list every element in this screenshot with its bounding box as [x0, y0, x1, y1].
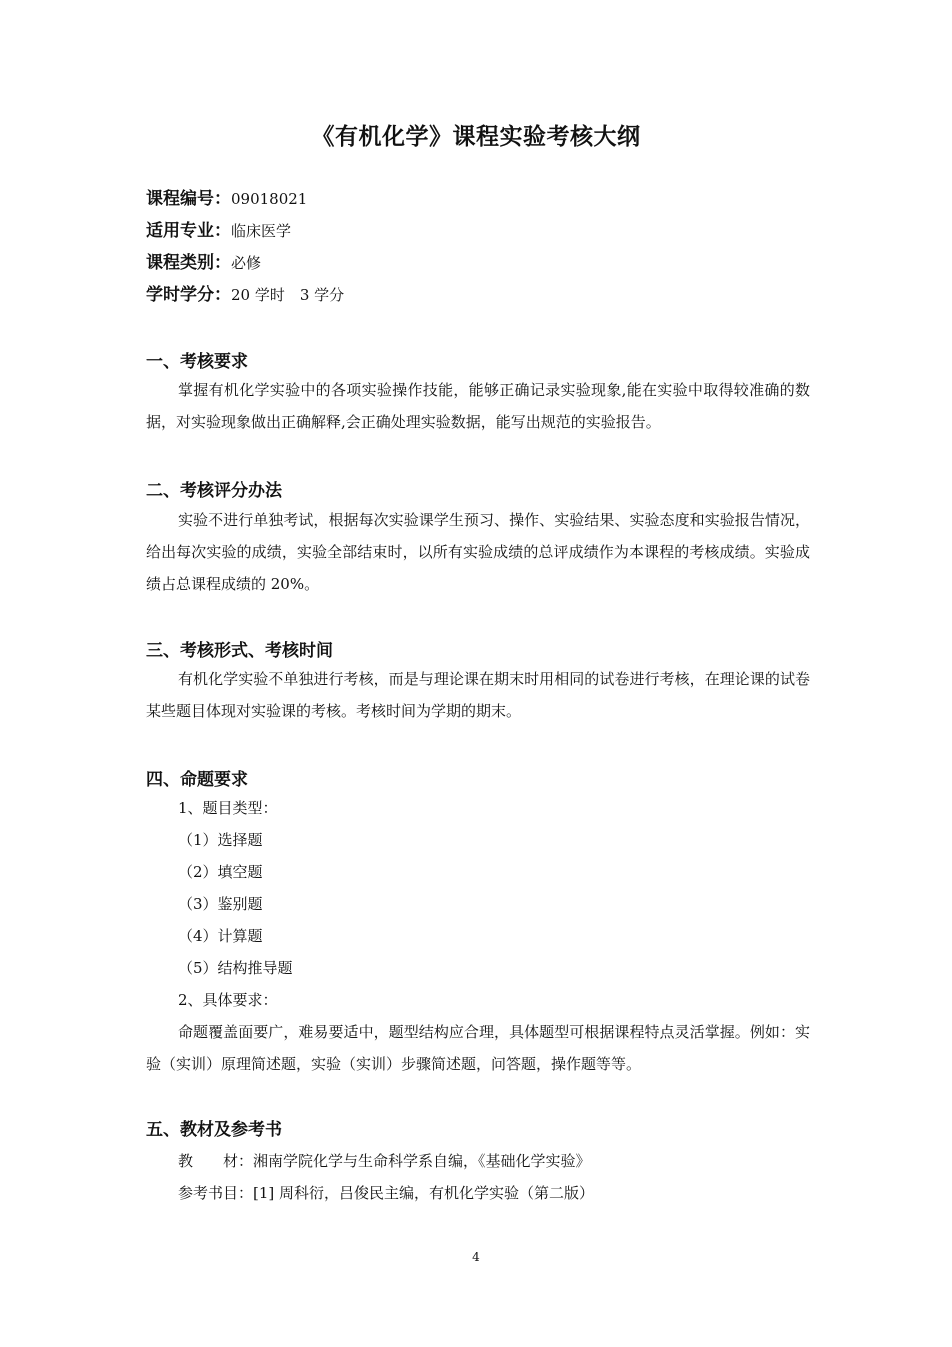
course-code-label: 课程编号： [146, 189, 231, 209]
section-1-text: 掌握有机化学实验中的各项实验操作技能，能够正确记录实验现象,能在实验中取得较准确的数据，对实验现象做出正确解释,会正确处理实验数据，能写出规范的实验报告。 [146, 381, 810, 431]
course-code-row [146, 188, 344, 220]
specific-requirements-label: 2、具体要求： [178, 991, 278, 1009]
question-type-item: （5）结构推导题 [178, 959, 293, 977]
course-info [146, 188, 344, 316]
question-type-item: （4）计算题 [178, 927, 263, 945]
major-value: 临床医学 [231, 222, 292, 240]
major-label: 适用专业： [146, 221, 231, 241]
question-type-item: （3）鉴别题 [178, 895, 263, 913]
hours-credits-label: 学时学分： [146, 285, 231, 305]
question-types-label: 1、题目类型： [178, 799, 278, 817]
hours-credits-row [146, 284, 344, 316]
section-3-text: 有机化学实验不单独进行考核，而是与理论课在期末时用相同的试卷进行考核，在理论课的试卷某些题目体现对实验课的考核。考核时间为学期的期末。 [146, 670, 810, 720]
section-5-heading: 五、教材及参考书 [146, 1120, 282, 1140]
section-4-heading: 四、命题要求 [146, 770, 248, 790]
question-type-item: （2）填空题 [178, 863, 263, 881]
specific-requirements-text: 命题覆盖面要广，难易要适中，题型结构应合理，具体题型可根据课程特点灵活掌握。例如：实验（实训）原理简述题，实验（实训）步骤简述题，问答题，操作题等等。 [146, 1023, 810, 1073]
document-title: 《有机化学》课程实验考核大纲 [311, 124, 641, 150]
section-2-text: 实验不进行单独考试，根据每次实验课学生预习、操作、实验结果、实验态度和实验报告情况，给出每次实验的成绩，实验全部结束时，以所有实验成绩的总评成绩作为本课程的考核成绩。实验成绩占总课程成绩的 20%。 [146, 511, 810, 593]
section-2-heading: 二、考核评分办法 [146, 481, 282, 501]
section-1-heading: 一、考核要求 [146, 352, 248, 372]
references-line: 参考书目：[1] 周科衍，吕俊民主编，有机化学实验（第二版） [178, 1184, 595, 1202]
section-3-heading: 三、考核形式、考核时间 [146, 641, 333, 661]
course-type-value: 必修 [231, 254, 262, 272]
hours-credits-value: 20 学时 3 学分 [231, 286, 345, 304]
textbook-line: 教 材：湘南学院化学与生命科学系自编，《基础化学实验》 [178, 1152, 591, 1170]
course-code-value: 09018021 [231, 190, 308, 208]
major-row [146, 220, 344, 252]
course-type-row [146, 252, 344, 284]
question-type-item: （1）选择题 [178, 831, 263, 849]
course-type-label: 课程类别： [146, 253, 231, 273]
page-number: 4 [472, 1250, 480, 1264]
